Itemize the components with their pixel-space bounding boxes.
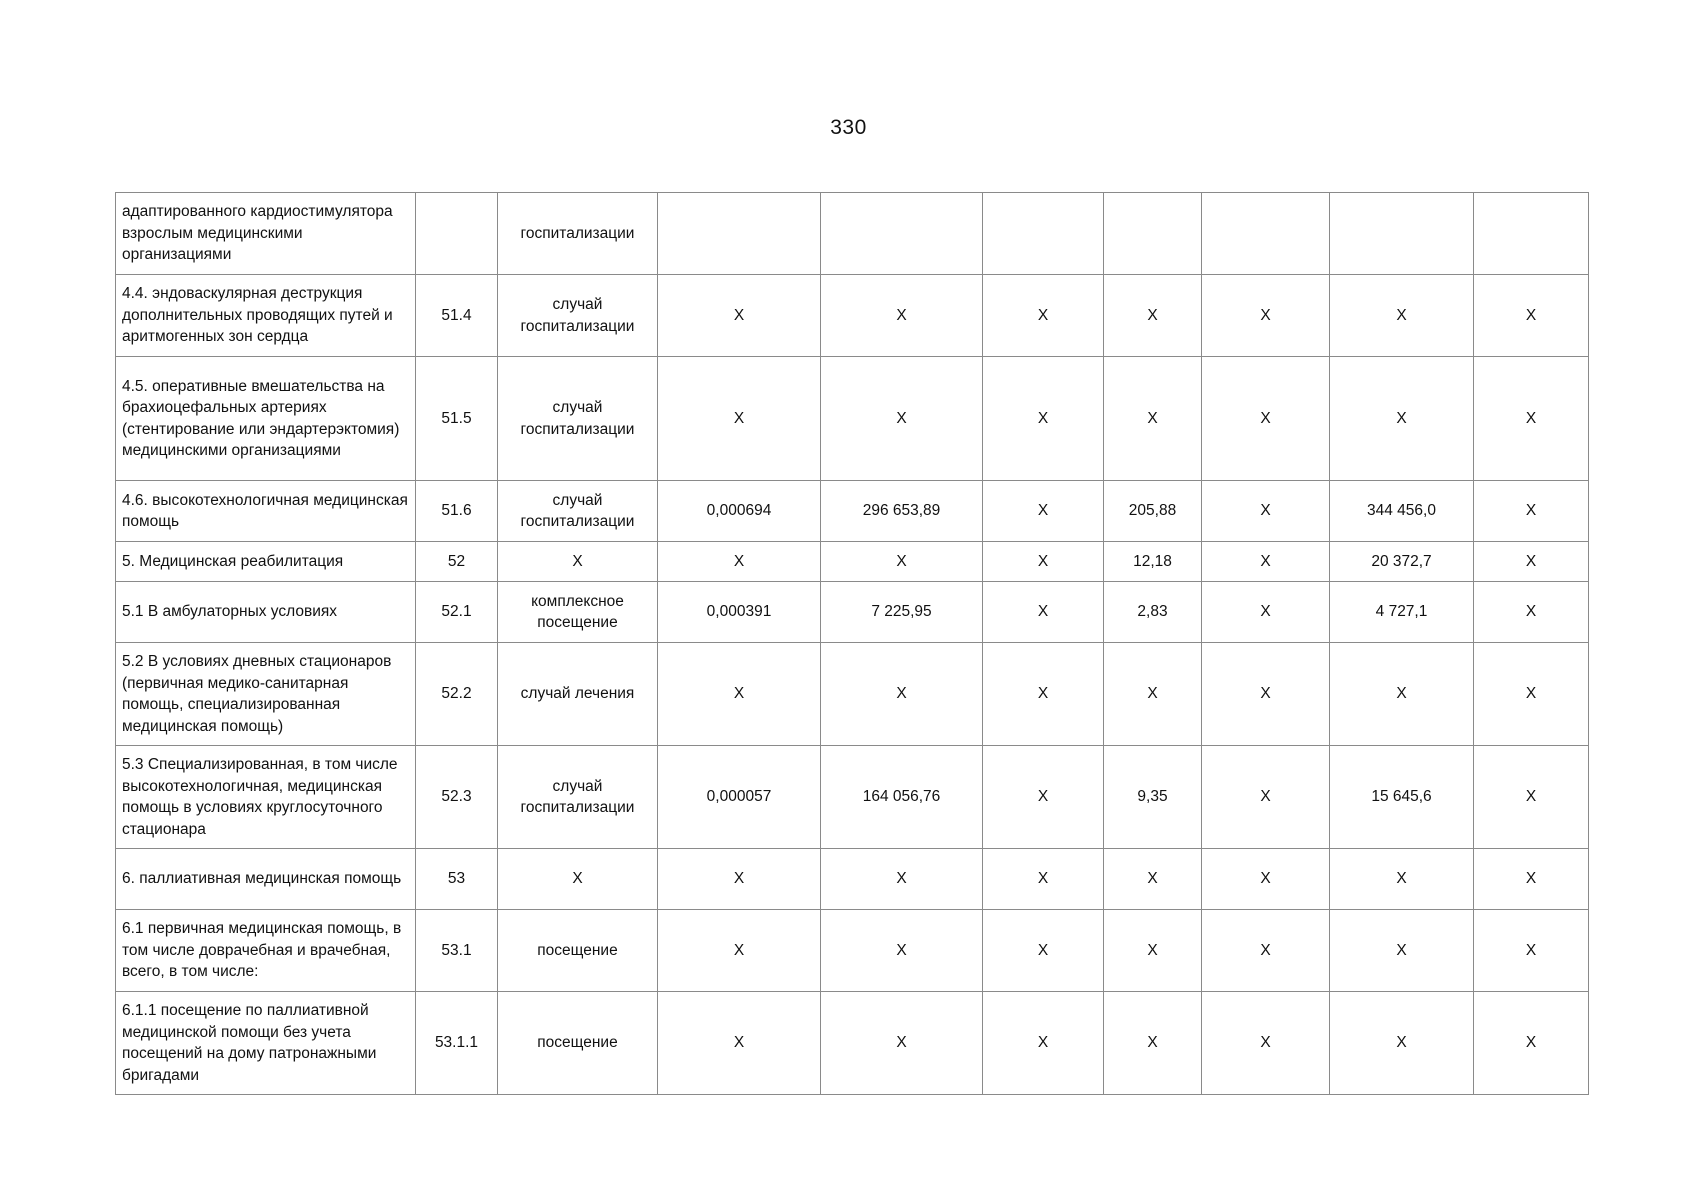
value-cell: Х: [983, 849, 1104, 910]
value-cell: Х: [1202, 275, 1330, 357]
table-row: [116, 992, 1589, 1095]
value-cell: Х: [1474, 542, 1589, 582]
value-cell: Х: [1104, 910, 1202, 992]
table-row: [116, 849, 1589, 910]
row-name-cell: 4.5. оперативные вмешательства на брахиоцефальных артериях (стентирование или эндартерэктомия) медицинскими организациями: [116, 357, 416, 481]
value-cell: Х: [821, 542, 983, 582]
value-cell: Х: [1202, 746, 1330, 849]
row-name-cell: 4.6. высокотехнологичная медицинская помощь: [116, 481, 416, 542]
value-cell: 15 645,6: [1330, 746, 1474, 849]
value-cell: Х: [821, 275, 983, 357]
row-number-cell: 52.2: [416, 643, 498, 746]
row-number-cell: 51.6: [416, 481, 498, 542]
value-cell: [821, 193, 983, 275]
value-cell: 164 056,76: [821, 746, 983, 849]
table-row: [116, 481, 1589, 542]
value-cell: Х: [1202, 643, 1330, 746]
row-name-cell: адаптированного кардиостимулятора взрослым медицинскими организациями: [116, 193, 416, 275]
value-cell: Х: [1202, 357, 1330, 481]
value-cell: Х: [983, 582, 1104, 643]
value-cell: Х: [1474, 849, 1589, 910]
unit-cell: Х: [498, 542, 658, 582]
value-cell: Х: [1104, 275, 1202, 357]
row-name-cell: 6.1 первичная медицинская помощь, в том числе доврачебная и врачебная, всего, в том числе:: [116, 910, 416, 992]
value-cell: Х: [1202, 910, 1330, 992]
value-cell: Х: [1330, 643, 1474, 746]
value-cell: Х: [1202, 542, 1330, 582]
value-cell: Х: [1330, 275, 1474, 357]
row-name-cell: 6. паллиативная медицинская помощь: [116, 849, 416, 910]
row-number-cell: 53.1: [416, 910, 498, 992]
value-cell: [983, 193, 1104, 275]
value-cell: Х: [983, 481, 1104, 542]
value-cell: Х: [983, 746, 1104, 849]
value-cell: 7 225,95: [821, 582, 983, 643]
value-cell: Х: [658, 849, 821, 910]
value-cell: Х: [983, 643, 1104, 746]
value-cell: Х: [1474, 357, 1589, 481]
value-cell: Х: [1104, 849, 1202, 910]
value-cell: Х: [658, 910, 821, 992]
value-cell: 296 653,89: [821, 481, 983, 542]
row-number-cell: 53.1.1: [416, 992, 498, 1095]
table-row: [116, 193, 1589, 275]
value-cell: Х: [1202, 481, 1330, 542]
value-cell: Х: [1474, 481, 1589, 542]
unit-cell: случай госпитализации: [498, 481, 658, 542]
value-cell: [658, 193, 821, 275]
value-cell: Х: [1474, 582, 1589, 643]
value-cell: Х: [821, 992, 983, 1095]
value-cell: Х: [983, 910, 1104, 992]
value-cell: 0,000391: [658, 582, 821, 643]
value-cell: 205,88: [1104, 481, 1202, 542]
value-cell: 2,83: [1104, 582, 1202, 643]
value-cell: Х: [983, 275, 1104, 357]
row-name-cell: 4.4. эндоваскулярная деструкция дополнительных проводящих путей и аритмогенных зон сердца: [116, 275, 416, 357]
data-table: [115, 192, 1589, 1095]
unit-cell: госпитализации: [498, 193, 658, 275]
table-row: [116, 542, 1589, 582]
table-row: [116, 746, 1589, 849]
page-number: 330: [830, 116, 867, 139]
value-cell: Х: [1104, 357, 1202, 481]
value-cell: Х: [658, 542, 821, 582]
table-row: [116, 910, 1589, 992]
unit-cell: посещение: [498, 992, 658, 1095]
value-cell: [1202, 193, 1330, 275]
value-cell: 9,35: [1104, 746, 1202, 849]
unit-cell: Х: [498, 849, 658, 910]
value-cell: Х: [983, 992, 1104, 1095]
value-cell: Х: [1202, 992, 1330, 1095]
row-number-cell: 51.4: [416, 275, 498, 357]
value-cell: Х: [658, 357, 821, 481]
value-cell: [1474, 193, 1589, 275]
row-number-cell: 52.3: [416, 746, 498, 849]
unit-cell: случай госпитализации: [498, 746, 658, 849]
row-name-cell: 5.3 Специализированная, в том числе высокотехнологичная, медицинская помощь в условиях круглосуточного стационара: [116, 746, 416, 849]
value-cell: Х: [1202, 582, 1330, 643]
value-cell: Х: [983, 542, 1104, 582]
value-cell: 344 456,0: [1330, 481, 1474, 542]
value-cell: Х: [1104, 643, 1202, 746]
value-cell: Х: [1330, 357, 1474, 481]
value-cell: Х: [1474, 643, 1589, 746]
row-number-cell: 52.1: [416, 582, 498, 643]
value-cell: Х: [821, 643, 983, 746]
row-name-cell: 5.2 В условиях дневных стационаров (первичная медико-санитарная помощь, специализированная медицинская помощь): [116, 643, 416, 746]
row-name-cell: 5. Медицинская реабилитация: [116, 542, 416, 582]
value-cell: Х: [1202, 849, 1330, 910]
value-cell: Х: [821, 357, 983, 481]
table-row: [116, 582, 1589, 643]
unit-cell: комплексное посещение: [498, 582, 658, 643]
value-cell: 0,000694: [658, 481, 821, 542]
value-cell: Х: [1330, 992, 1474, 1095]
value-cell: Х: [983, 357, 1104, 481]
value-cell: Х: [821, 849, 983, 910]
value-cell: 0,000057: [658, 746, 821, 849]
value-cell: Х: [1474, 275, 1589, 357]
value-cell: Х: [658, 643, 821, 746]
row-number-cell: 51.5: [416, 357, 498, 481]
table-body: [116, 193, 1589, 1095]
row-number-cell: 52: [416, 542, 498, 582]
value-cell: Х: [1474, 910, 1589, 992]
row-number-cell: 53: [416, 849, 498, 910]
value-cell: Х: [658, 992, 821, 1095]
unit-cell: посещение: [498, 910, 658, 992]
value-cell: Х: [821, 910, 983, 992]
value-cell: [1330, 193, 1474, 275]
value-cell: 4 727,1: [1330, 582, 1474, 643]
value-cell: 20 372,7: [1330, 542, 1474, 582]
value-cell: Х: [658, 275, 821, 357]
unit-cell: случай лечения: [498, 643, 658, 746]
value-cell: Х: [1330, 849, 1474, 910]
row-name-cell: 6.1.1 посещение по паллиативной медицинской помощи без учета посещений на дому патронажными бригадами: [116, 992, 416, 1095]
row-number-cell: [416, 193, 498, 275]
value-cell: 12,18: [1104, 542, 1202, 582]
row-name-cell: 5.1 В амбулаторных условиях: [116, 582, 416, 643]
table-row: [116, 643, 1589, 746]
table-row: [116, 357, 1589, 481]
value-cell: Х: [1474, 746, 1589, 849]
value-cell: Х: [1330, 910, 1474, 992]
unit-cell: случай госпитализации: [498, 357, 658, 481]
value-cell: Х: [1104, 992, 1202, 1095]
value-cell: Х: [1474, 992, 1589, 1095]
table-row: [116, 275, 1589, 357]
value-cell: [1104, 193, 1202, 275]
unit-cell: случай госпитализации: [498, 275, 658, 357]
